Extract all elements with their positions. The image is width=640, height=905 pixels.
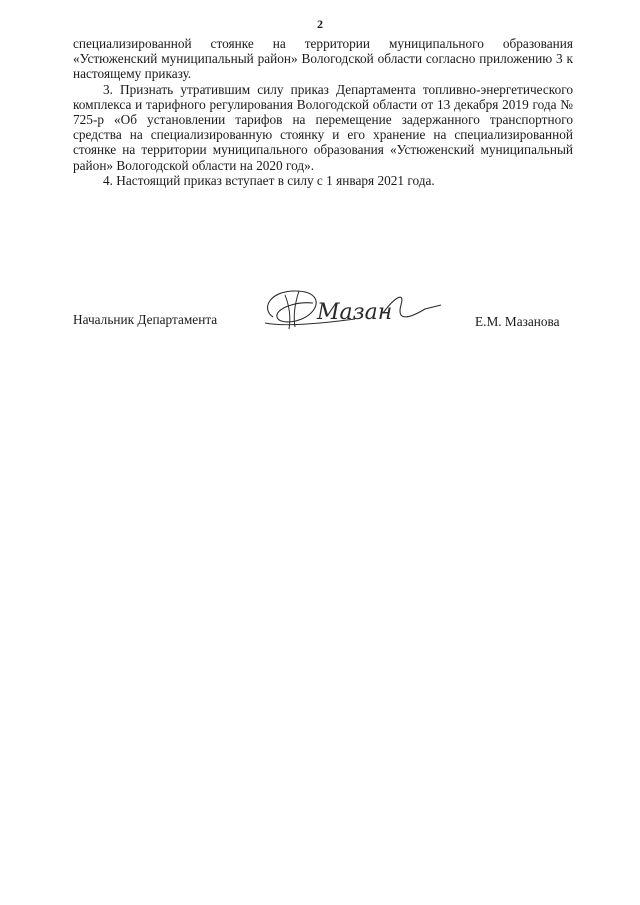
document-body xyxy=(73,36,573,188)
signature-block xyxy=(0,283,640,343)
page-number: 2 xyxy=(317,17,323,31)
signature-lettering: Мазан xyxy=(317,300,393,325)
paragraph-4: 4. Настоящий приказ вступает в силу с 1 января 2021 года. xyxy=(103,172,435,188)
signatory-name: Е.М. Мазанова xyxy=(475,314,560,329)
signatory-title: Начальник Департамента xyxy=(73,312,218,327)
handwritten-signature xyxy=(255,283,445,339)
paragraph-3: 3. Признать утратившим силу приказ Департамента топливно-энергетического комплекса и тарифного регулирования Вологодской области от 13 декабря 2019 года № 725-р «Об установлении тарифов на перемещение задержанного транспортного средства на специализированную стоянку и его хранение на специализированной стоянке на территории муниципального образования «Устюженский муниципальный район» Вологодской области на 2020 год». xyxy=(73,81,573,173)
paragraph-continuation: специализированной стоянке на территории муниципального образования «Устюженский муниципальный район» Вологодской области согласно приложению 3 к настоящему приказу. xyxy=(73,36,573,82)
